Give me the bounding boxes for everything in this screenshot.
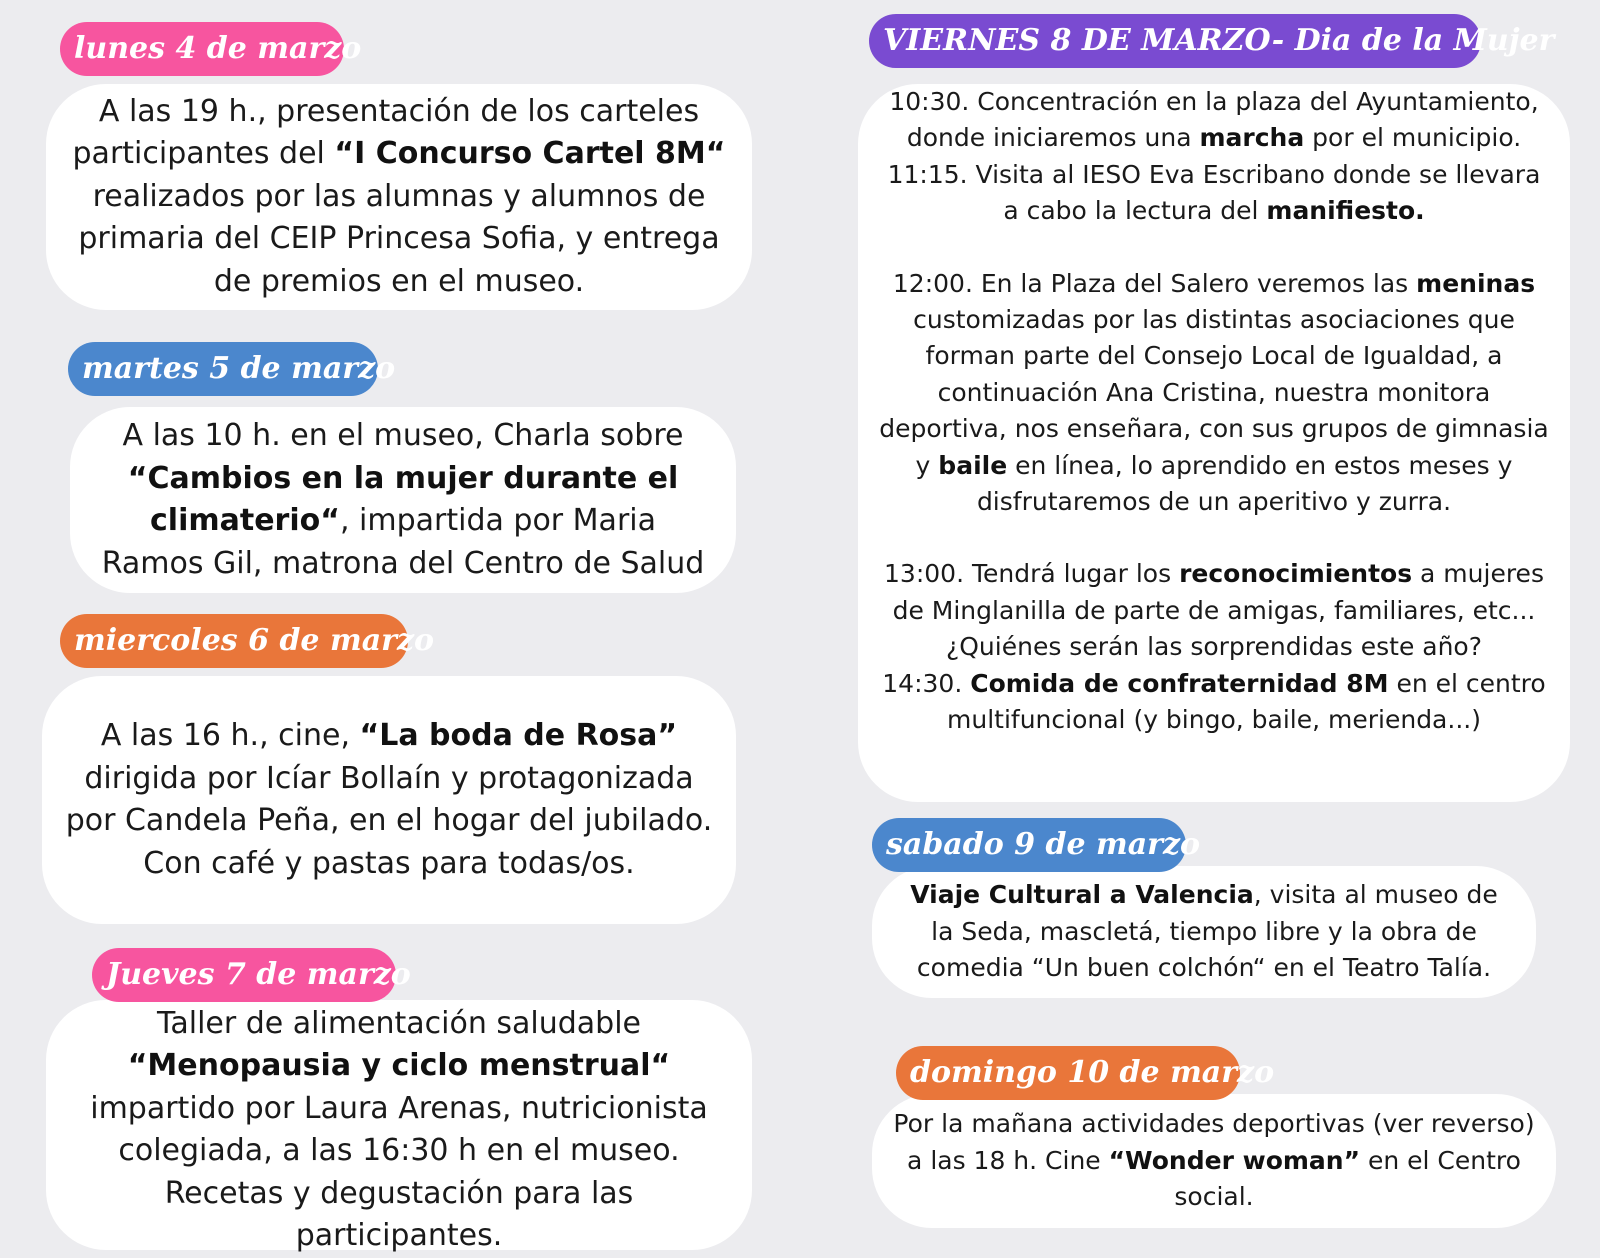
- event-text-martes: A las 10 h. en el museo, Charla sobre “Cambios en la mujer durante el climaterio“, impartida por Maria Ramos Gil, matrona del Centro de Salud: [101, 418, 705, 581]
- highlight-baile: baile: [938, 450, 1008, 480]
- event-text-sabado: Viaje Cultural a Valencia, visita al museo de la Seda, mascletá, tiempo libre y la obra de comedia “Un buen colchón“ en el Teatro Talía.: [910, 880, 1498, 983]
- day-heading-martes-text: martes 5 de marzo: [82, 351, 396, 386]
- event-text-viernes-1430: 14:30. Comida de confraternidad 8M en el centro multifuncional (y bingo, baile, merienda...): [882, 668, 1546, 735]
- highlight-manifiesto: manifiesto.: [1266, 196, 1425, 226]
- highlight-wonder-woman: “Wonder woman”: [1108, 1145, 1361, 1175]
- day-heading-miercoles: [60, 614, 434, 668]
- event-text-viernes-1115: 11:15. Visita al IESO Eva Escribano donde se llevara a cabo la lectura del manifiesto.: [887, 159, 1541, 226]
- day-heading-jueves-text: Jueves 7 de marzo: [106, 957, 411, 992]
- day-heading-viernes: [869, 14, 1555, 68]
- day-heading-domingo: [896, 1046, 1275, 1100]
- highlight-concurso-cartel: “I Concurso Cartel 8M“: [334, 136, 726, 172]
- event-text-viernes-1030: 10:30. Concentración en la plaza del Ayuntamiento, donde iniciaremos una marcha por el municipio.: [889, 87, 1539, 153]
- highlight-viaje-valencia: Viaje Cultural a Valencia: [910, 880, 1254, 910]
- event-card-miercoles: [42, 676, 736, 924]
- event-text-viernes-1300: 13:00. Tendrá lugar los reconocimientos a mujeres de Minglanilla de parte de amigas, familiares, etc...¿Quiénes serán las sorprendidas este año?: [884, 559, 1544, 662]
- day-heading-sabado: [872, 818, 1201, 872]
- highlight-cambios-climaterio: “Cambios en la mujer durante el climaterio“: [127, 460, 679, 538]
- event-card-sabado: [872, 866, 1536, 998]
- event-text-lunes: A las 19 h., presentación de los carteles participantes del “I Concurso Cartel 8M“ realizados por las alumnas y alumnos de primaria del CEIP Princesa Sofia, y entrega de premios en el museo.: [72, 93, 726, 299]
- event-text-jueves: Taller de alimentación saludable “Menopausia y ciclo menstrual“ impartido por Laura Arenas, nutricionista colegiada, a las 16:30 h en el museo. Recetas y degustación para las participantes.: [90, 1005, 708, 1253]
- event-text-miercoles: A las 16 h., cine, “La boda de Rosa” dirigida por Icíar Bollaín y protagonizada por Candela Peña, en el hogar del jubilado. Con café y pastas para todas/os.: [65, 718, 713, 881]
- highlight-reconocimientos: reconocimientos: [1179, 559, 1413, 589]
- highlight-boda-de-rosa: “La boda de Rosa”: [359, 718, 678, 753]
- day-heading-lunes: [60, 22, 362, 76]
- event-text-viernes-1200: 12:00. En la Plaza del Salero veremos las meninas customizadas por las distintas asociaciones que forman parte del Consejo Local de Igualdad, a continuación Ana Cristina, nuestra monitora deportiva, nos enseñara, con sus grupos de gimnasia y baile en línea, lo aprendido en estos meses y disfrutaremos de un aperitivo y zurra.: [879, 268, 1549, 517]
- day-heading-martes: [68, 342, 396, 396]
- day-heading-domingo-text: domingo 10 de marzo: [910, 1055, 1275, 1090]
- day-heading-jueves: [92, 948, 411, 1002]
- event-card-lunes: [46, 84, 752, 310]
- day-heading-lunes-text: lunes 4 de marzo: [74, 31, 362, 66]
- highlight-menopausia: “Menopausia y ciclo menstrual“: [127, 1048, 671, 1083]
- highlight-comida-confraternidad: Comida de confraternidad 8M: [970, 668, 1389, 698]
- event-text-domingo: Por la mañana actividades deportivas (ver reverso) a las 18 h. Cine “Wonder woman” en el Centro social.: [893, 1109, 1535, 1212]
- day-heading-sabado-text: sabado 9 de marzo: [886, 827, 1201, 862]
- highlight-meninas: meninas: [1416, 268, 1536, 298]
- event-card-martes: [70, 407, 736, 593]
- event-card-domingo: [872, 1094, 1556, 1228]
- event-card-viernes: [858, 84, 1570, 802]
- day-heading-viernes-text: VIERNES 8 DE MARZO- Dia de la Mujer: [883, 23, 1555, 58]
- highlight-marcha: marcha: [1199, 123, 1305, 153]
- day-heading-miercoles-text: miercoles 6 de marzo: [74, 623, 434, 658]
- event-card-jueves: [46, 1000, 752, 1253]
